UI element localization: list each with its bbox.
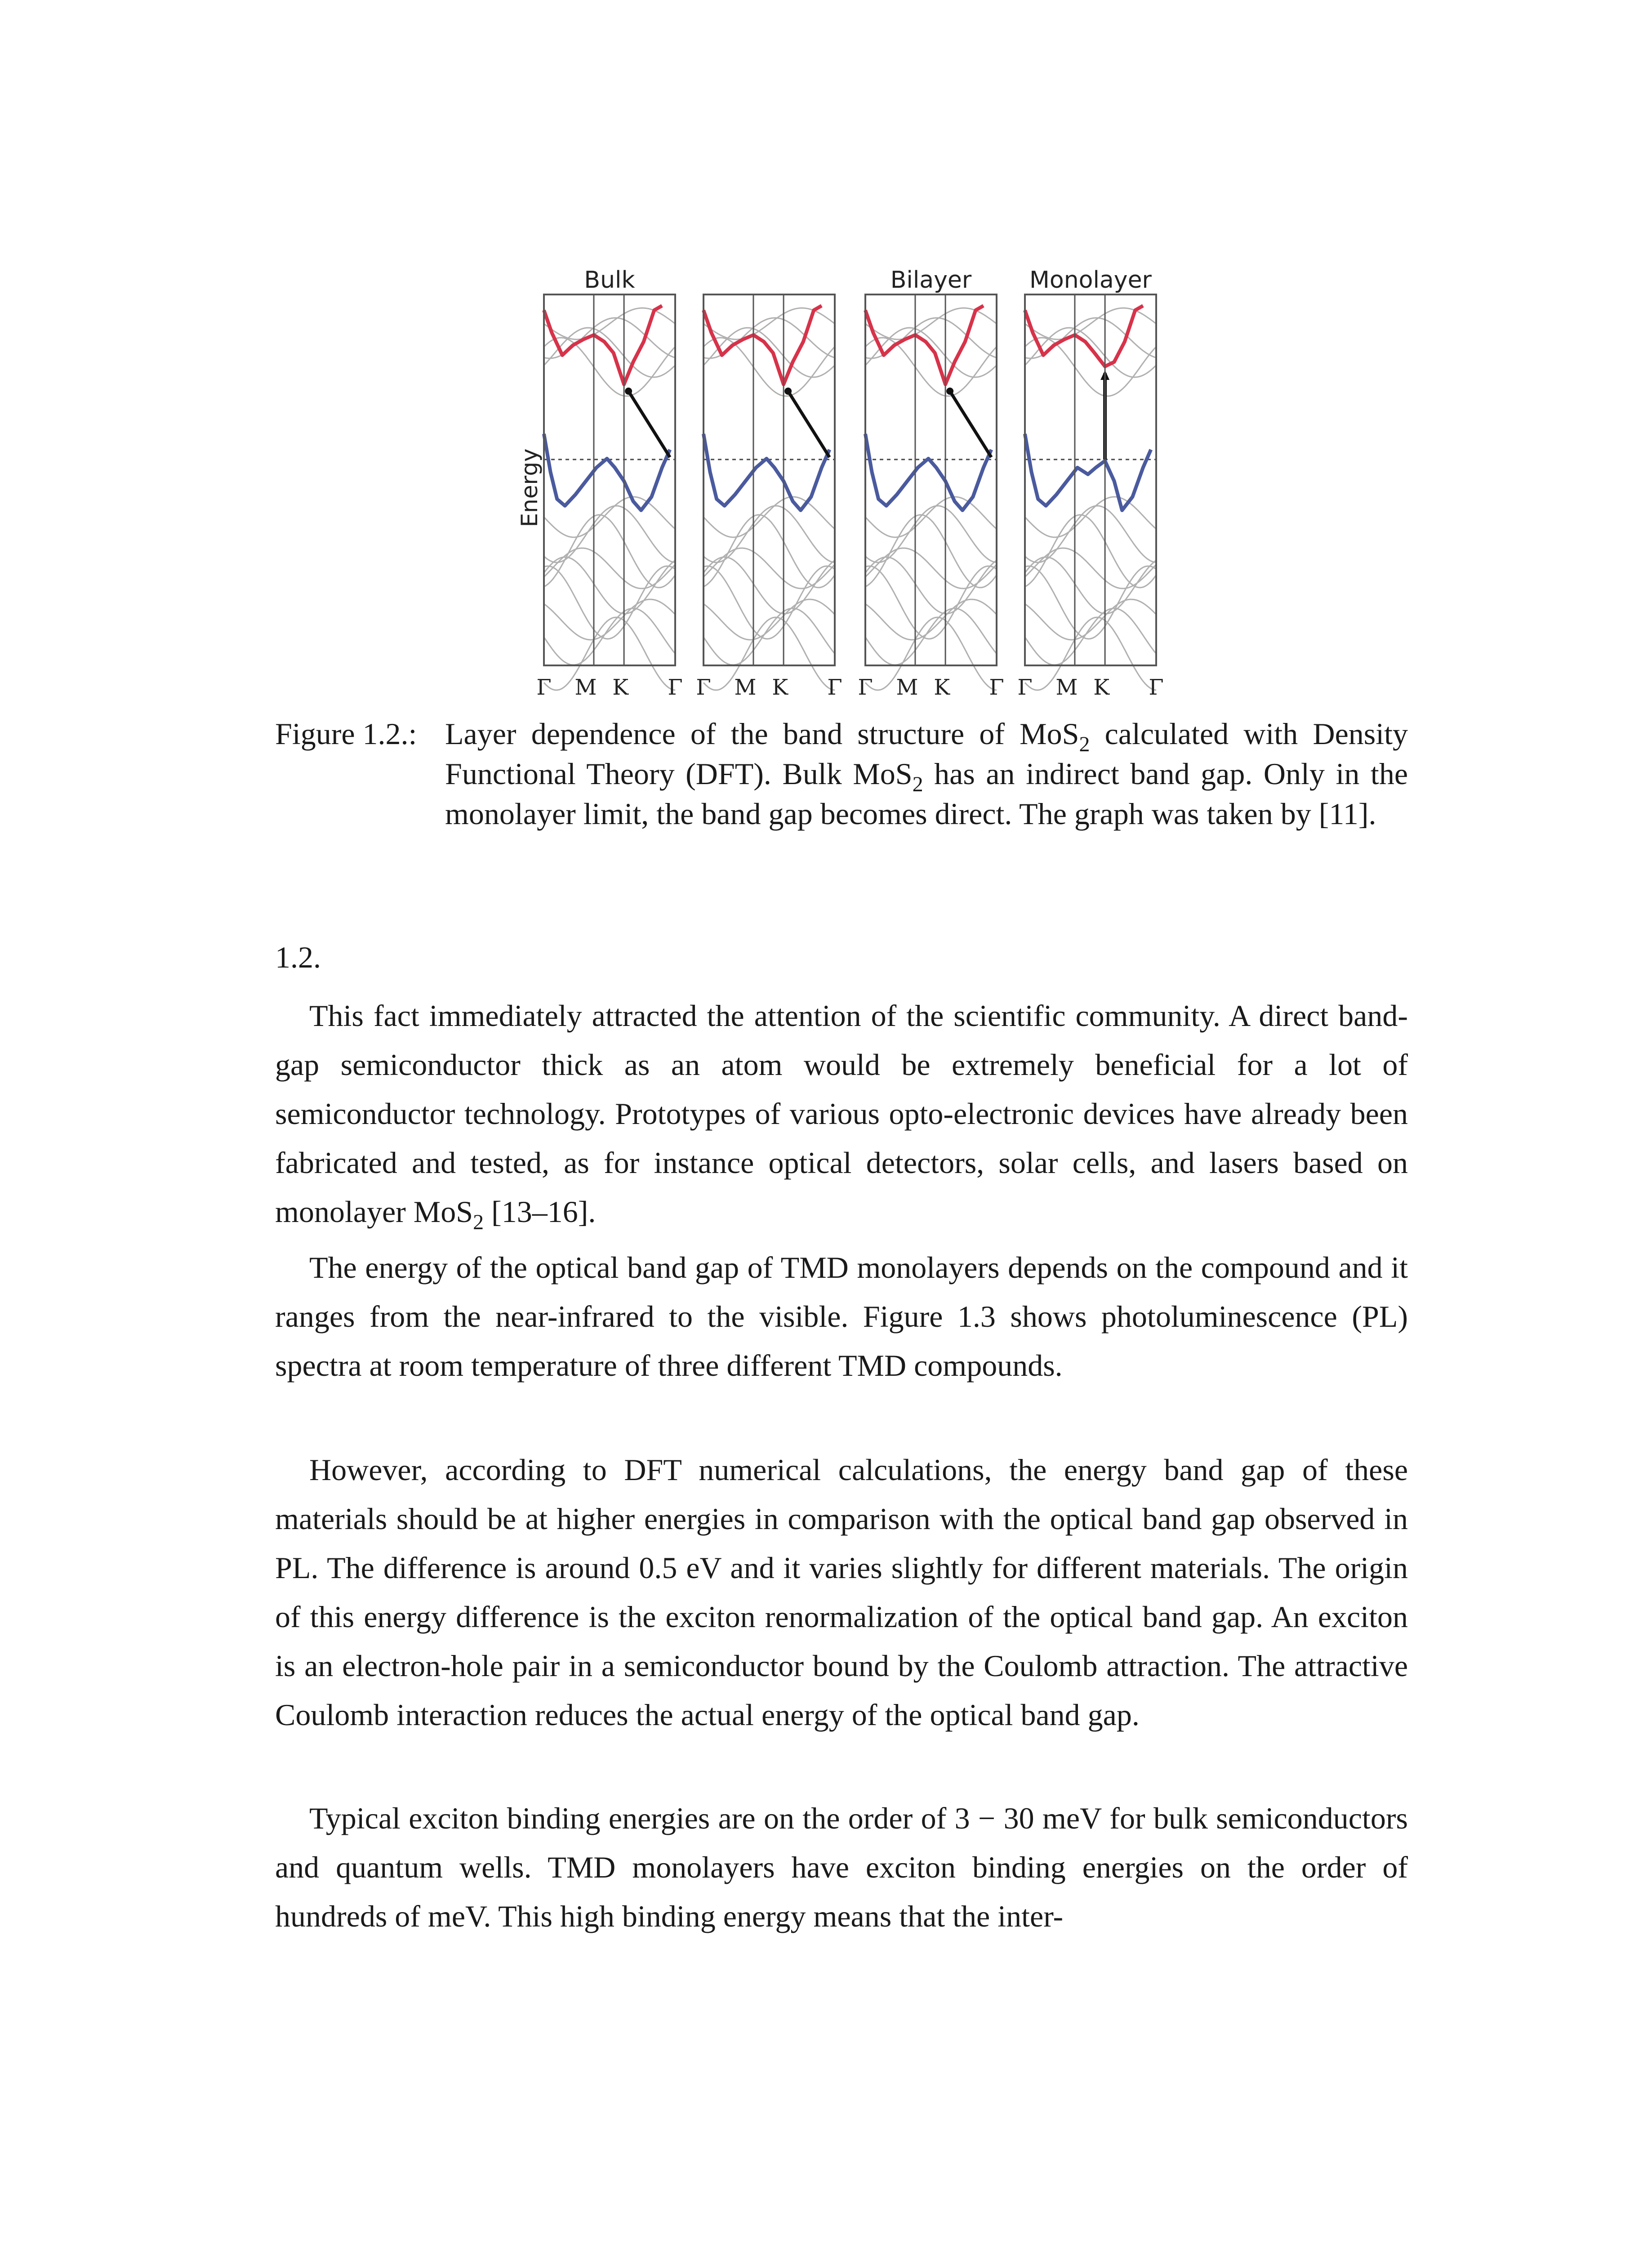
kpoint-label: M (896, 675, 918, 700)
kpoint-label: K (934, 675, 950, 700)
caption-text: Layer dependence of the band structure of MoS$_2$ calculated with Density Functional Theory (DFT). Bulk MoS$_2$ has an indirect band gap. Only in the monolayer limit, the band gap becomes direct. The graph was taken by [11]. (445, 717, 1408, 831)
kpoint-label: M (1055, 675, 1078, 700)
band-structure-figure (0, 0, 1652, 719)
kpoint-label: Γ (1149, 675, 1164, 700)
paragraph-1: This fact immediately attracted the attention of the scientific community. A direct band-gap semiconductor thick as an atom would be extremely beneficial for a lot of semiconductor technology. Prototypes of various opto-electronic devices have already been fabricated and tested, as for instance optical detectors, solar cells, and lasers based on monolayer MoS$_2$ [13–16]. (275, 999, 1408, 1234)
indirect-gap-arrow (950, 391, 991, 457)
arrow-head (625, 388, 632, 395)
band-panel-2 (696, 294, 842, 700)
valence-band-line (865, 608, 997, 665)
valence-band-max (544, 434, 670, 510)
caption-label: Figure 1.2.: (275, 717, 417, 751)
energy-axis-label: Energy (517, 448, 543, 527)
kpoint-label: Γ (858, 675, 873, 700)
panel-title: Bilayer (890, 267, 972, 294)
valence-band-line (704, 608, 835, 665)
arrow-head (784, 388, 792, 395)
valence-band-line (704, 548, 835, 589)
conduction-band-line (865, 308, 997, 339)
kpoint-label: Γ (827, 675, 842, 700)
indirect-gap-arrow (628, 391, 670, 457)
valence-band-max (1025, 434, 1151, 510)
kpoint-label: K (772, 675, 788, 700)
kpoint-label: M (574, 675, 597, 700)
valence-band-max (704, 434, 829, 510)
paragraph-3: However, according to DFT numerical calculations, the energy band gap of these materials should be at higher energies in comparison with the optical band gap observed in PL. The difference is around 0.5 eV and it varies slightly for different materials. The origin of this energy difference is the exciton renormalization of the optical band gap. An exciton is an electron-hole pair in a semiconductor bound by the Coulomb attraction. The attractive Coulomb interaction reduces the actual energy of the optical band gap. (275, 1453, 1408, 1732)
valence-band-line (544, 548, 675, 589)
indirect-gap-arrow (788, 391, 829, 457)
kpoint-label: Γ (989, 675, 1004, 700)
conduction-band-line (704, 308, 835, 339)
arrow-head (946, 388, 953, 395)
paragraph-2: The energy of the optical band gap of TMD monolayers depends on the compound and it ranges from the near-infrared to the visible. Figure 1.3 shows photoluminescence (PL) spectra at room temperature of three different TMD compounds. (275, 1250, 1408, 1383)
valence-band-max (865, 434, 991, 510)
kpoint-label: K (612, 675, 629, 700)
section-number: 1.2. (275, 940, 321, 974)
band-structure-plot (0, 0, 1652, 719)
kpoint-label: Γ (668, 675, 683, 700)
kpoint-label: K (1093, 675, 1110, 700)
paragraph-4: Typical exciton binding energies are on the order of 3 − 30 meV for bulk semiconductors and quantum wells. TMD monolayers have exciton binding energies on the order of hundreds of meV. This high binding energy means that the inter- (275, 1801, 1408, 1933)
band-panel-1 (536, 267, 682, 700)
valence-band-line (865, 548, 997, 589)
panel-title: Monolayer (1029, 267, 1152, 294)
valence-band-line (1025, 608, 1156, 665)
kpoint-label: Γ (696, 675, 711, 700)
band-panel-3 (858, 267, 1004, 700)
valence-band-line (1025, 548, 1156, 589)
kpoint-label: Γ (536, 675, 552, 700)
conduction-band-line (1025, 308, 1156, 339)
kpoint-label: Γ (1017, 675, 1033, 700)
valence-band-line (544, 608, 675, 665)
kpoint-label: M (734, 675, 757, 700)
conduction-band-line (544, 308, 675, 339)
panel-title: Bulk (584, 267, 635, 294)
band-panel-4 (1017, 267, 1163, 700)
